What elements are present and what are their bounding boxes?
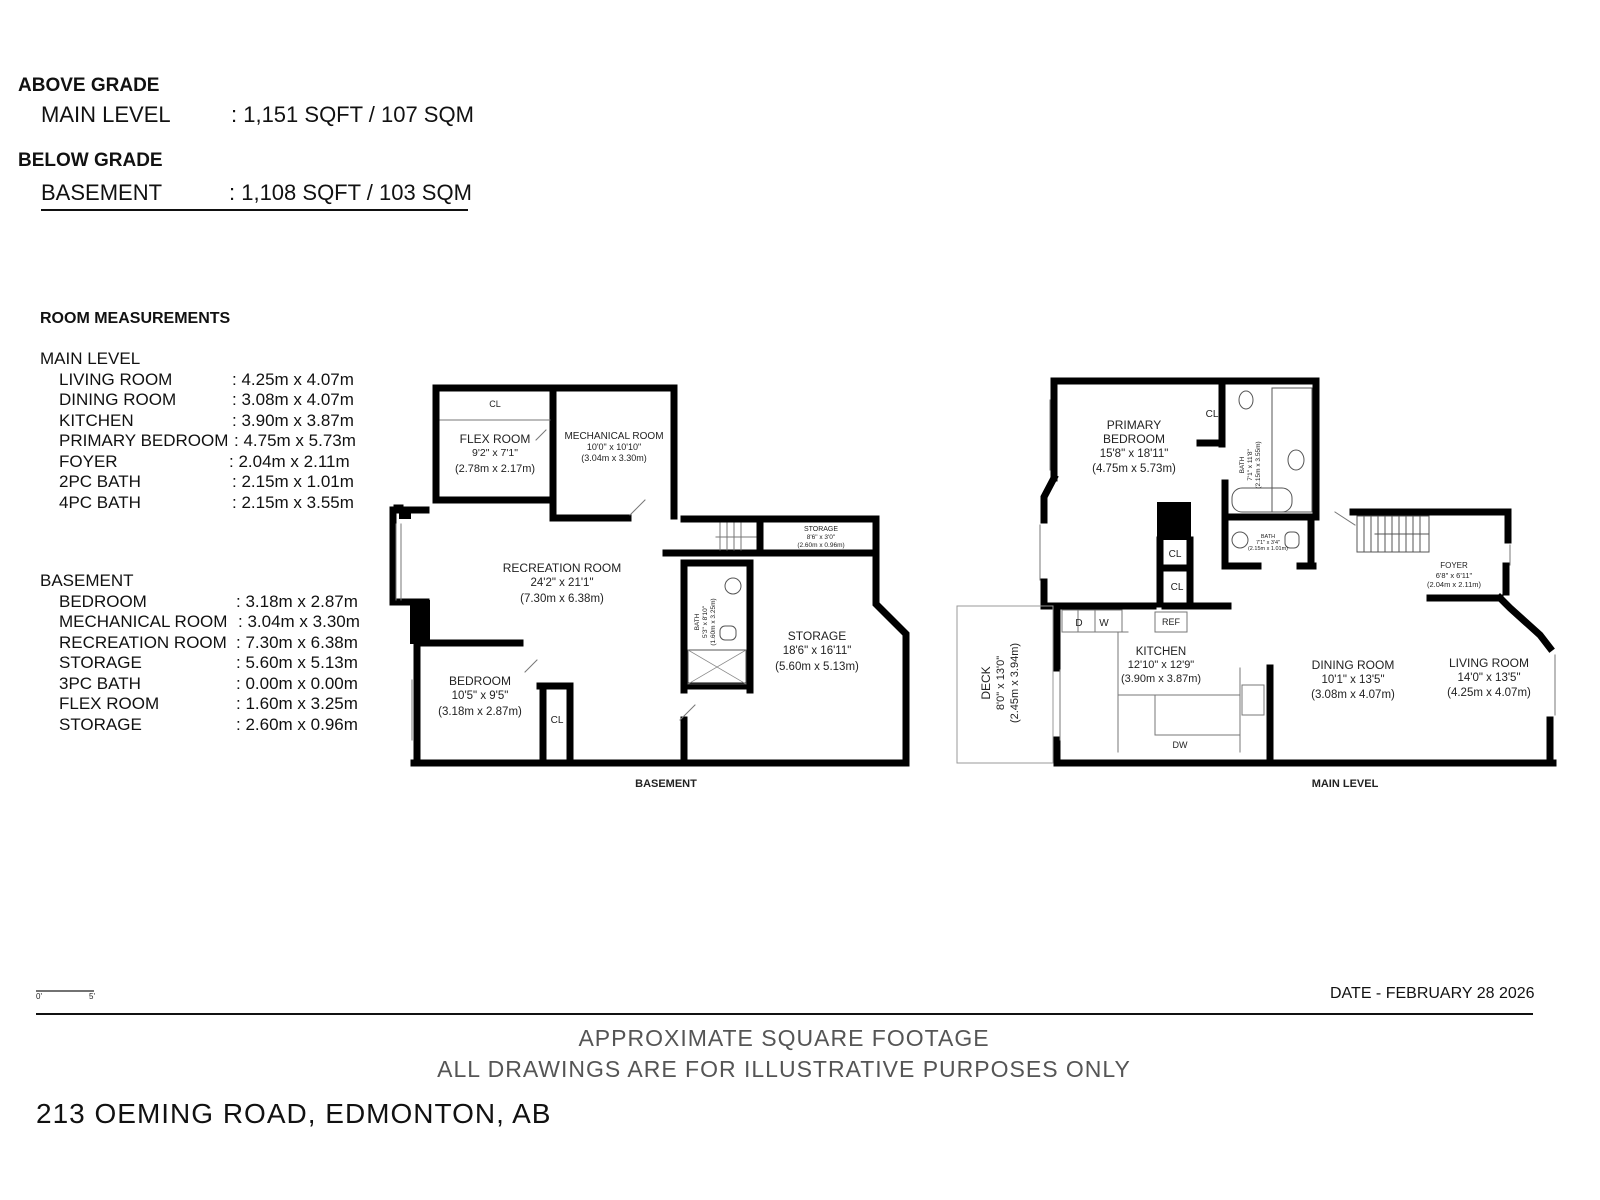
basement-room-name: STORAGE xyxy=(59,653,142,672)
below-grade-heading: BELOW GRADE xyxy=(18,150,163,171)
flex-room-name: FLEX ROOM xyxy=(459,432,531,446)
main-level-room-value: : 2.15m x 1.01m xyxy=(232,472,354,491)
basement-room-name: 3PC BATH xyxy=(59,673,141,693)
basement-area: : 1,108 SQFT / 103 SQM xyxy=(229,180,472,205)
main-level-room-name: KITCHEN xyxy=(59,410,134,430)
dining-room-metric: (3.08m x 4.07m) xyxy=(1311,689,1395,701)
basement-room-value: : 3.18m x 2.87m xyxy=(236,591,358,611)
storage-dim: 18'6" x 16'11" xyxy=(782,645,852,657)
storage-small-dim: 8'6" x 3'0" xyxy=(806,534,836,541)
deck-name: DECK xyxy=(979,666,993,700)
dishwasher-label: DW xyxy=(1172,740,1188,750)
scale-start: 0' xyxy=(36,992,42,1001)
basement-bath-dim: 5'3" x 8'10" xyxy=(702,605,709,639)
scale-end: 5' xyxy=(89,992,95,1001)
main-level-room-name: 2PC BATH xyxy=(59,472,141,491)
closet-label-3: CL xyxy=(1170,582,1184,593)
basement-bath-metric: (1.60m x 3.25m) xyxy=(710,598,717,646)
living-room-name: LIVING ROOM xyxy=(1448,656,1530,670)
main-level-room-name: LIVING ROOM xyxy=(59,369,173,389)
property-address: 213 OEMING ROAD, EDMONTON, AB xyxy=(36,1098,552,1129)
kitchen-name: KITCHEN xyxy=(1135,646,1187,658)
main-level-room-name: DINING ROOM xyxy=(59,390,177,409)
primary-bedroom-metric: (4.75m x 5.73m) xyxy=(1092,463,1176,475)
footer-line-1: APPROXIMATE SQUARE FOOTAGE xyxy=(578,1025,990,1051)
foyer-name: FOYER xyxy=(1440,561,1468,570)
storage-small-metric: (2.60m x 0.96m) xyxy=(797,542,845,549)
main-level-room-value: : 4.75m x 5.73m xyxy=(234,431,356,450)
foyer-dim: 6'8" x 6'11" xyxy=(1435,571,1473,580)
footer-divider xyxy=(36,1013,1533,1015)
bath4-name: BATH xyxy=(1239,456,1246,474)
basement-room-name: RECREATION ROOM xyxy=(59,632,227,652)
basement-room-value: : 0.00m x 0.00m xyxy=(236,673,358,693)
basement-room-value: : 5.60m x 5.13m xyxy=(236,653,358,672)
kitchen-metric: (3.90m x 3.87m) xyxy=(1120,673,1202,685)
basement-caption: BASEMENT xyxy=(635,778,697,790)
kitchen-dim: 12'10" x 12'9" xyxy=(1127,659,1195,671)
room-measurements-title: ROOM MEASUREMENTS xyxy=(40,310,231,327)
mechanical-room-dim: 10'0" x 10'10" xyxy=(586,442,642,452)
recreation-room-dim: 24'2" x 21'1" xyxy=(530,577,594,589)
main-level-heading: MAIN LEVEL xyxy=(40,349,141,368)
dining-room-name: DINING ROOM xyxy=(1311,658,1395,672)
bedroom-dim: 10'5" x 9'5" xyxy=(451,690,509,702)
main-level-area: : 1,151 SQFT / 107 SQM xyxy=(231,102,474,127)
basement-room-value: : 2.60m x 0.96m xyxy=(236,714,358,734)
recreation-room-name: RECREATION ROOM xyxy=(502,561,622,575)
primary-closet-label: CL xyxy=(1205,409,1219,420)
basement-label: BASEMENT xyxy=(41,180,163,205)
above-grade-heading: ABOVE GRADE xyxy=(18,75,160,96)
bedroom-metric: (3.18m x 2.87m) xyxy=(438,706,522,718)
main-level-room-name: FOYER xyxy=(59,451,118,471)
living-room-metric: (4.25m x 4.07m) xyxy=(1447,687,1531,699)
main-level-room-value: : 3.90m x 3.87m xyxy=(232,410,354,430)
bath4-dim: 7'1" x 11'8" xyxy=(1247,449,1254,481)
basement-heading: BASEMENT xyxy=(40,571,134,590)
basement-room-value: : 3.04m x 3.30m xyxy=(238,612,360,631)
basement-room-value: : 1.60m x 3.25m xyxy=(236,694,358,713)
main-level-room-name: PRIMARY BEDROOM xyxy=(59,431,229,450)
bath2-name: BATH xyxy=(1260,534,1276,540)
bedroom-name: BEDROOM xyxy=(448,674,512,688)
fridge-label: REF xyxy=(1162,617,1180,627)
plan-date: DATE - FEBRUARY 28 2026 xyxy=(1330,985,1535,1002)
main-level-room-value: : 2.04m x 2.11m xyxy=(229,451,350,471)
main-level-room-value: : 4.25m x 4.07m xyxy=(232,369,354,389)
basement-labels xyxy=(438,399,859,790)
footer-line-2: ALL DRAWINGS ARE FOR ILLUSTRATIVE PURPOSES ONLY xyxy=(437,1056,1131,1082)
dining-room-dim: 10'1" x 13'5" xyxy=(1321,674,1385,686)
main-level-caption: MAIN LEVEL xyxy=(1311,778,1379,790)
basement-room-name: MECHANICAL ROOM xyxy=(59,612,228,631)
main-level-room-name: 4PC BATH xyxy=(59,492,141,512)
basement-bath-name: BATH xyxy=(694,613,701,631)
closet-label-2: CL xyxy=(1168,549,1182,560)
washer-label: W xyxy=(1099,618,1109,629)
bedroom-closet-label: CL xyxy=(550,715,564,726)
deck-dim: 8'0" x 13'0" xyxy=(995,655,1007,711)
storage-name: STORAGE xyxy=(787,629,847,643)
dryer-label: D xyxy=(1075,618,1083,629)
mechanical-room-name: MECHANICAL ROOM xyxy=(564,431,664,442)
main-level-room-value: : 3.08m x 4.07m xyxy=(232,390,354,409)
living-room-dim: 14'0" x 13'5" xyxy=(1457,672,1521,684)
storage-metric: (5.60m x 5.13m) xyxy=(775,661,859,673)
storage-small-name: STORAGE xyxy=(803,526,839,533)
bath4-metric: (2.15m x 3.55m) xyxy=(1255,441,1262,489)
flex-room-metric: (2.78m x 2.17m) xyxy=(454,463,536,475)
flex-room-dim: 9'2" x 7'1" xyxy=(472,447,518,459)
basement-room-value: : 7.30m x 6.38m xyxy=(236,632,358,652)
primary-bedroom-dim: 15'8" x 18'11" xyxy=(1099,448,1169,460)
basement-room-name: FLEX ROOM xyxy=(59,694,160,713)
bath2-dim: 7'1" x 3'4" xyxy=(1255,540,1281,546)
main-level-label: MAIN LEVEL xyxy=(41,102,171,127)
basement-room-name: STORAGE xyxy=(59,714,142,734)
basement-room-name: BEDROOM xyxy=(59,591,147,611)
foyer-metric: (2.04m x 2.11m) xyxy=(1426,580,1482,589)
primary-bedroom-name-1: PRIMARY xyxy=(1106,418,1162,432)
basement-flex-closet-label: CL xyxy=(489,399,501,409)
primary-bedroom-name-2: BEDROOM xyxy=(1102,432,1166,446)
scale-bar xyxy=(36,991,95,1001)
mechanical-room-metric: (3.04m x 3.30m) xyxy=(581,453,647,463)
deck-metric: (2.45m x 3.94m) xyxy=(1009,642,1021,724)
main-level-room-value: : 2.15m x 3.55m xyxy=(232,492,354,512)
bath2-metric: (2.15m x 1.01m) xyxy=(1247,546,1289,552)
recreation-room-metric: (7.30m x 6.38m) xyxy=(520,593,604,605)
